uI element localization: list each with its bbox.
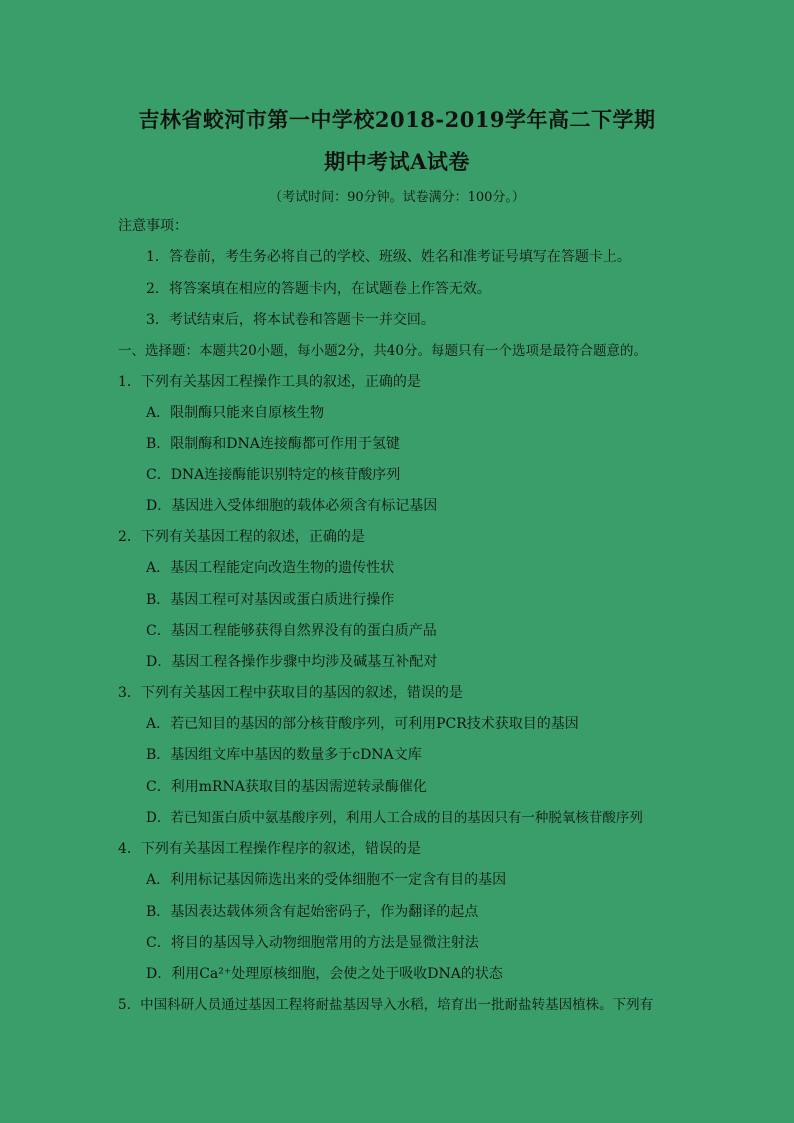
question-option: D．基因进入受体细胞的载体必须含有标记基因: [146, 498, 438, 514]
question-option: C．利用mRNA获取目的基因需逆转录酶催化: [146, 779, 427, 795]
exam-time-info: （考试时间：90分钟。试卷满分：100分。）: [269, 190, 525, 205]
note-item: 3．考试结束后，将本试卷和答题卡一并交回。: [146, 312, 435, 328]
note-item: 2．将答案填在相应的答题卡内，在试题卷上作答无效。: [146, 281, 491, 297]
question-option: A．限制酶只能来自原核生物: [146, 405, 325, 421]
note-item: 1．答卷前，考生务必将自己的学校、班级、姓名和准考证号填写在答题卡上。: [146, 249, 631, 265]
notes-heading: 注意事项：: [118, 218, 188, 234]
question-option: D．基因工程各操作步骤中均涉及碱基互补配对: [146, 654, 438, 670]
question-stem: 5．中国科研人员通过基因工程将耐盐基因导入水稻，培育出一批耐盐转基因植株。下列有: [118, 997, 654, 1013]
question-option: A．若已知目的基因的部分核苷酸序列，可利用PCR技术获取目的基因: [146, 716, 579, 732]
section-heading: 一、选择题：本题共20小题，每小题2分，共40分。每题只有一个选项是最符合题意的。: [118, 343, 647, 359]
question-option: B．基因表达载体须含有起始密码子，作为翻译的起点: [146, 904, 479, 920]
question-stem: 1．下列有关基因工程操作工具的叙述，正确的是: [118, 374, 421, 390]
question-option: C．DNA连接酶能识别特定的核苷酸序列: [146, 467, 401, 483]
question-stem: 4．下列有关基因工程操作程序的叙述，错误的是: [118, 841, 421, 857]
question-option: D．利用Ca²⁺处理原核细胞，会使之处于吸收DNA的状态: [146, 966, 503, 982]
question-stem: 2．下列有关基因工程的叙述，正确的是: [118, 529, 365, 545]
question-stem: 3．下列有关基因工程中获取目的基因的叙述，错误的是: [118, 685, 463, 701]
question-option: C．将目的基因导入动物细胞常用的方法是显微注射法: [146, 935, 479, 951]
question-option: B．限制酶和DNA连接酶都可作用于氢键: [146, 436, 400, 452]
question-option: D．若已知蛋白质中氨基酸序列，利用人工合成的目的基因只有一种脱氧核苷酸序列: [146, 810, 643, 826]
question-option: A．基因工程能定向改造生物的遗传性状: [146, 560, 395, 576]
question-option: B．基因工程可对基因或蛋白质进行操作: [146, 592, 395, 608]
question-option: A．利用标记基因筛选出来的受体细胞不一定含有目的基因: [146, 872, 507, 888]
question-option: B．基因组文库中基因的数量多于cDNA文库: [146, 747, 422, 763]
exam-title-line2: 期中考试A试卷: [324, 149, 470, 174]
question-option: C．基因工程能够获得自然界没有的蛋白质产品: [146, 623, 437, 639]
exam-title-line1: 吉林省蛟河市第一中学校2018-2019学年高二下学期: [138, 107, 656, 132]
